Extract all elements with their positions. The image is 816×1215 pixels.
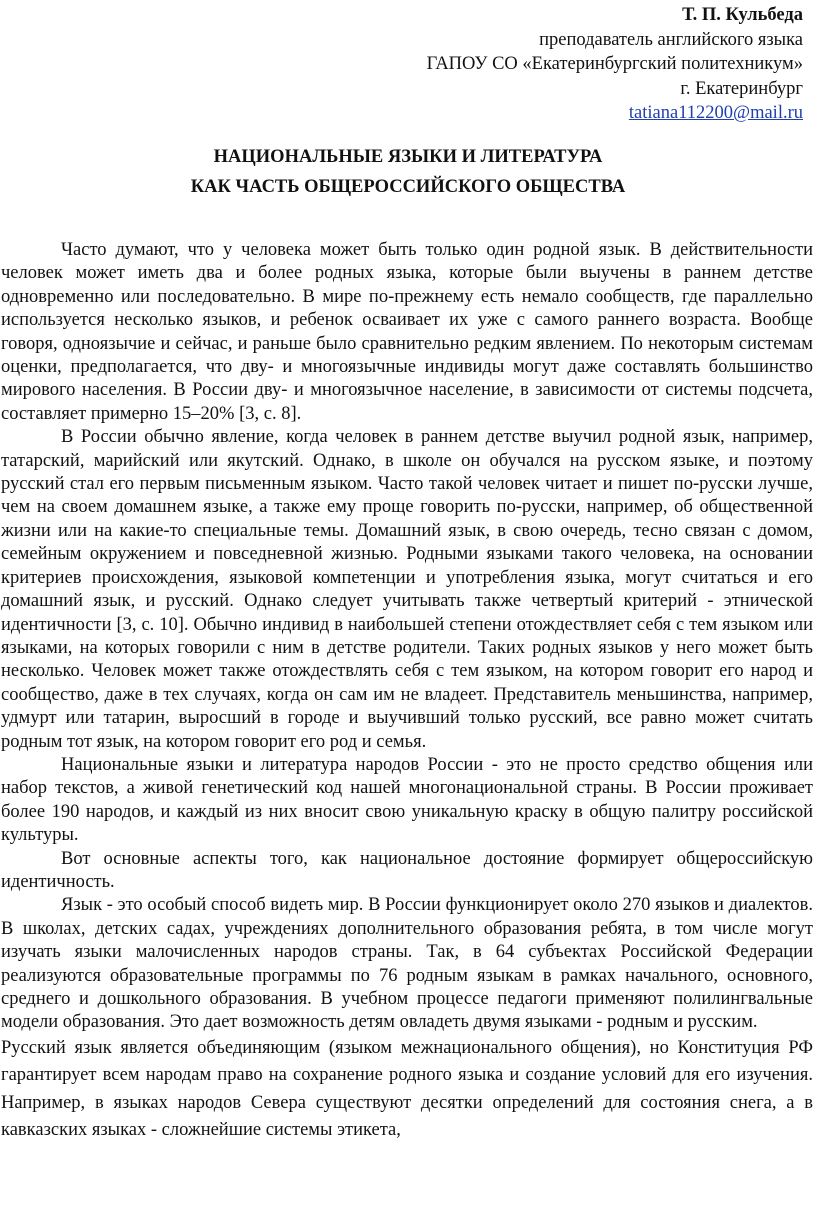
paragraph-3: Национальные языки и литература народов России - это не просто средство общения или набор текстов, а живой генетический код нашей многонациональной страны. В России проживает более 190 народов, и каждый из них вносит свою уникальную краску в общую палитру российской культуры. [1, 754, 813, 846]
paragraph-5: Язык - это особый способ видеть мир. В России функционирует около 270 языков и диалектов. В школах, детских садах, учреждениях дополнительного образования ребята, в том числе могут изучать языки малочисленных народов страны. Так, в 64 субъектах Российской Федерации реализуются образовательные программы по 76 родным языкам в рамках начального, основного, среднего и дошкольного образования. В учебном процессе педагоги применяют полилингвальные модели образования. Это дает возможность детям овладеть двумя языками - родным и русским. [1, 895, 813, 1033]
paragraph-6: Русский язык является объединяющим (языком межнационального общения), но Конституция РФ гарантирует всем народам право на сохранение родного языка и создание условий для его изучения. Например, в языках народов Севера существуют десятки определений для состояния снега, а в кавказских языках - сложнейшие системы этикета, [1, 1037, 813, 1141]
paragraph-4: Вот основные аспекты того, как национальное достояние формирует общероссийскую идентичность. [1, 848, 813, 892]
author-header [427, 3, 803, 126]
title-line-2: КАК ЧАСТЬ ОБЩЕРОССИЙСКОГО ОБЩЕСТВА [190, 177, 626, 197]
paragraph-2: В России обычно явление, когда человек в раннем детстве выучил родной язык, например, татарский, марийский или якутский. Однако, в школе он обучался на русском языке, и поэтому русский стал его первым письменным языком. Часто такой человек читает и пишет по-русски лучше, чем на своем домашнем языке, а также ему проще говорить по-русски, например, об общественной жизни или на какие-то специальные темы. Домашний язык, в свою очередь, тесно связан с домом, семейным окружением и повседневной жизнью. Родными языками такого человека, на основании критериев происхождения, языковой компетенции и употребления языка, могут считаться и его домашний язык, и русский. Однако следует учитывать также четвертый критерий - этнической идентичности [3, с. 10]. Обычно индивид в наибольшей степени отождествляет себя с тем языком или языками, на которых говорили с ним в детстве родители. Таких родных языков у него может быть несколько. Человек может также отождествлять себя с тем языком, на котором говорит его народ и сообщество, даже в тех случаях, когда он сам им не владеет. Представитель меньшинства, например, удмурт или татарин, выросший в городе и выучивший только русский, все равно может считать родным тот язык, на котором говорит его род и семья. [1, 427, 813, 752]
title-line-1: НАЦИОНАЛЬНЫЕ ЯЗЫКИ И ЛИТЕРАТУРА [213, 147, 603, 167]
author-organization: ГАПОУ СО «Екатеринбургский политехникум» [426, 54, 803, 74]
author-name: Т. П. Кульбеда [682, 5, 803, 25]
paragraph-1: Часто думают, что у человека может быть только один родной язык. В действительности человек может иметь два и более родных языка, которые были выучены в раннем детстве одновременно или последовательно. В мире по-прежнему есть немало сообществ, где параллельно используется несколько языков, и ребенок осваивает их уже с самого раннего возраста. Вообще говоря, одноязычие и сейчас, и раньше было сравнительно редким явлением. По некоторым системам оценки, предполагается, что дву- и многоязычные индивиды могут даже составлять большинство мирового населения. В России дву- и многоязычное население, в зависимости от системы подсчета, составляет примерно 15–20% [3, с. 8]. [1, 240, 813, 424]
author-email-link[interactable]: tatiana112200@mail.ru [628, 103, 803, 123]
author-position: преподаватель английского языка [539, 29, 803, 50]
author-city: г. Екатеринбург [680, 78, 803, 99]
article-title [0, 142, 816, 202]
article-body [1, 239, 813, 1145]
